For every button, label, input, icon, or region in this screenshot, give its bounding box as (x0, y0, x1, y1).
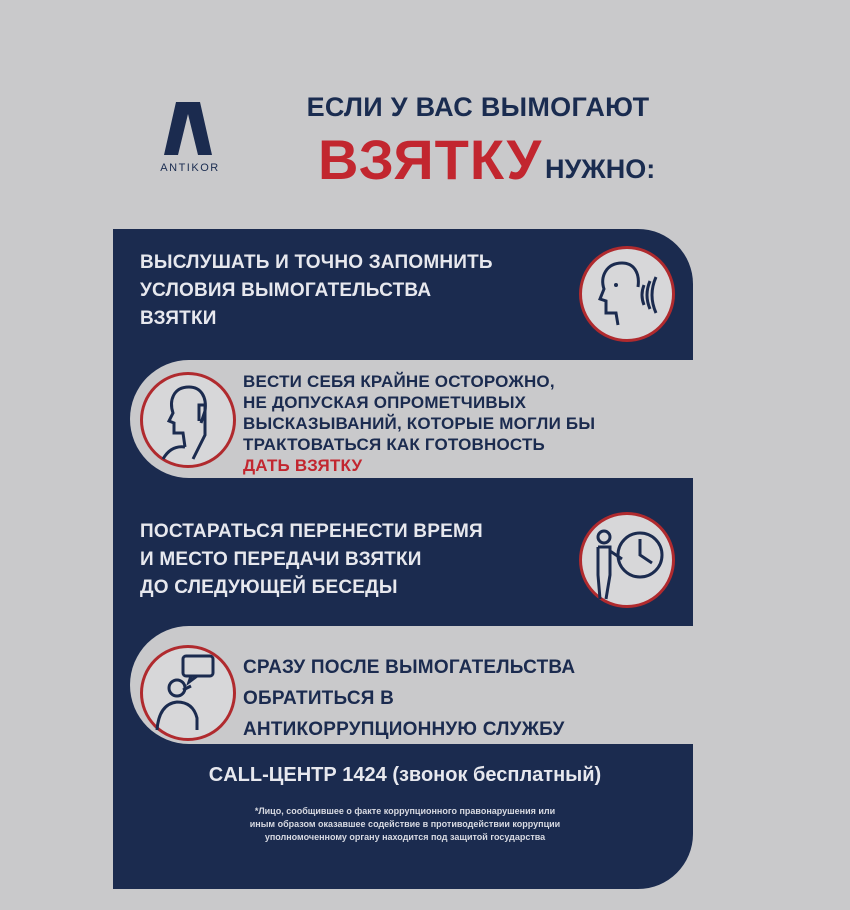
step-4-line: ОБРАТИТЬСЯ В (243, 688, 395, 709)
person-phone-icon (140, 645, 236, 741)
legal-note-line: иным образом оказавшее содействие в противодействии коррупции (249, 819, 561, 829)
step-1-line: УСЛОВИЯ ВЫМОГАТЕЛЬСТВА (140, 280, 432, 301)
step-3-line: ПОСТАРАТЬСЯ ПЕРЕНЕСТИ ВРЕМЯ (140, 521, 483, 542)
step-3-line: ДО СЛЕДУЮЩЕЙ БЕСЕДЫ (140, 577, 398, 598)
step-1-text (140, 249, 493, 333)
step-2-text (243, 371, 595, 476)
legal-note-line: уполномоченному органу находится под защитой государства (264, 832, 546, 842)
step-4-text (243, 652, 575, 745)
person-silent-icon (140, 372, 236, 468)
step-3-text (140, 518, 483, 602)
step-1-line: ВЗЯТКИ (140, 308, 217, 329)
legal-note (150, 805, 660, 844)
step-3-line: И МЕСТО ПЕРЕДАЧИ ВЗЯТКИ (140, 549, 422, 570)
call-center-line: CALL-ЦЕНТР 1424 (звонок бесплатный) (208, 764, 602, 786)
step-4-line: АНТИКОРРУПЦИОННУЮ СЛУЖБУ (243, 719, 565, 740)
title-line-1: ЕСЛИ У ВАС ВЫМОГАЮТ (306, 92, 650, 122)
face-listening-icon (579, 246, 675, 342)
step-2-highlight: ДАТЬ ВЗЯТКУ (243, 456, 363, 475)
title-suffix: НУЖНО: (545, 154, 656, 184)
antikor-logo-icon (164, 100, 212, 155)
step-2-line: ВЫСКАЗЫВАНИЙ, КОТОРЫЕ МОГЛИ БЫ (243, 414, 596, 433)
title-highlight: ВЗЯТКУ (318, 128, 543, 191)
logo-text: ANTIKOR (160, 162, 220, 174)
step-2-line: НЕ ДОПУСКАЯ ОПРОМЕТЧИВЫХ (243, 393, 527, 412)
step-2-line: ТРАКТОВАТЬСЯ КАК ГОТОВНОСТЬ (243, 435, 545, 454)
step-4-line: СРАЗУ ПОСЛЕ ВЫМОГАТЕЛЬСТВА (243, 657, 576, 678)
legal-note-line: *Лицо, сообщившее о факте коррупционного правонарушения или (254, 806, 556, 816)
person-clock-icon (579, 512, 675, 608)
step-1-line: ВЫСЛУШАТЬ И ТОЧНО ЗАПОМНИТЬ (140, 252, 493, 273)
step-2-line: ВЕСТИ СЕБЯ КРАЙНЕ ОСТОРОЖНО, (243, 372, 555, 391)
